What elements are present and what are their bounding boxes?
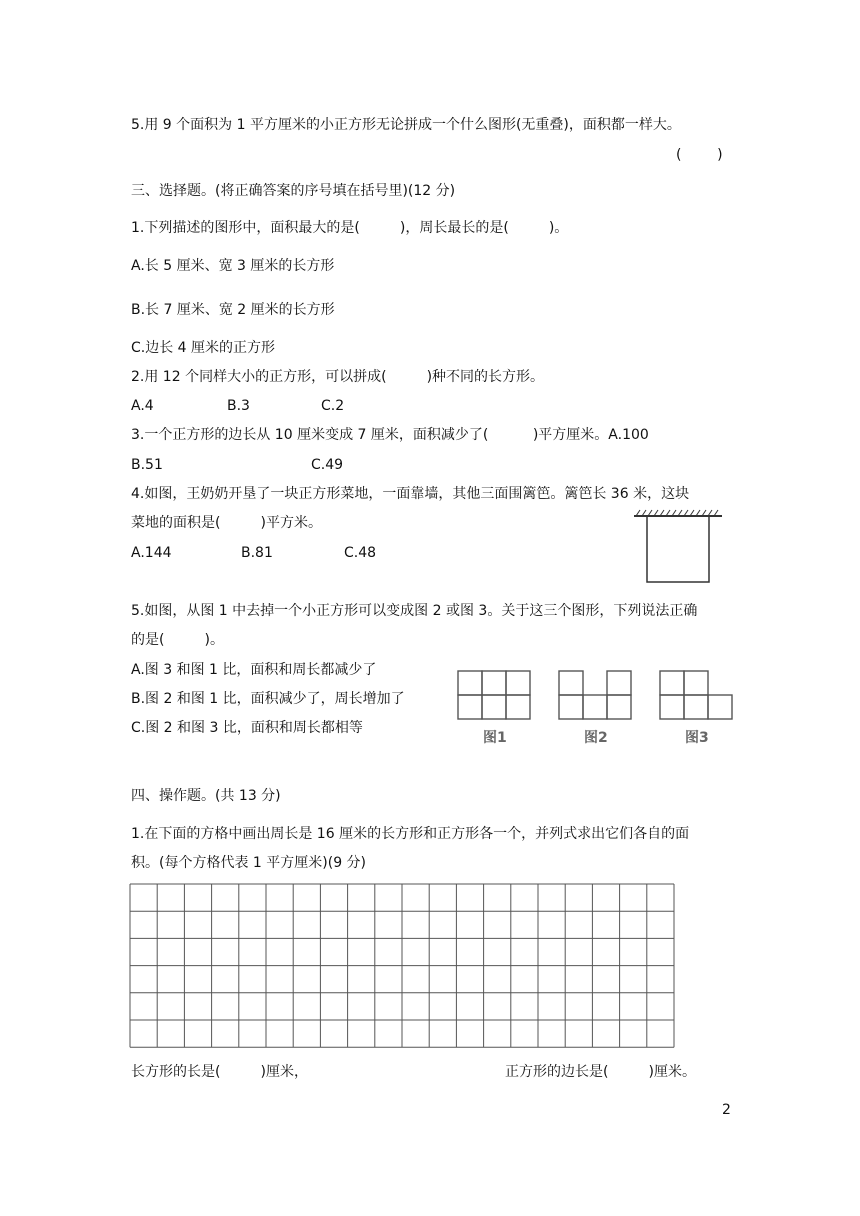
option-b: B.长 7 厘米、宽 2 厘米的长方形 (131, 302, 335, 318)
choice-question-1: 1.下列描述的图形中，面积最大的是( )，周长最长的是( )。 (131, 220, 569, 236)
option-b: B.图 2 和图 1 比，面积减少了，周长增加了 (131, 691, 405, 707)
choice-question-2: 2.用 12 个同样大小的正方形，可以拼成( )种不同的长方形。 (131, 369, 545, 385)
operation-question-1: 1.在下面的方格中画出周长是 16 厘米的长方形和正方形各一个，并列式求出它们各自的面 (131, 826, 690, 842)
square-side-blank: 正方形的边长是( )厘米。 (505, 1064, 696, 1080)
question-5-judgement: 5.用 9 个面积为 1 平方厘米的小正方形无论拼成一个什么图形(无重叠)，面积都一样大。 (131, 117, 681, 133)
figure-1-label: 图1 (483, 730, 507, 746)
figure-3-label: 图3 (685, 730, 709, 746)
choice-question-3: 3.一个正方形的边长从 10 厘米变成 7 厘米，面积减少了( )平方厘米。A.100 (131, 427, 649, 443)
choice-question-4-cont: 菜地的面积是( )平方米。 (131, 515, 322, 531)
page-number: 2 (722, 1102, 731, 1118)
option-c: C.49 (311, 457, 344, 473)
option-c: C.2 (321, 398, 345, 414)
option-c: C.边长 4 厘米的正方形 (131, 340, 276, 356)
section-title-operation: 四、操作题。(共 13 分) (131, 788, 281, 804)
option-b: B.3 (227, 398, 250, 414)
figure-2-label: 图2 (584, 730, 608, 746)
choice-question-5: 5.如图，从图 1 中去掉一个小正方形可以变成图 2 或图 3。关于这三个图形，下列说法正确 (131, 603, 698, 619)
option-b: B.81 (241, 545, 273, 561)
option-a: A.图 3 和图 1 比，面积和周长都减少了 (131, 662, 377, 678)
square-figures (455, 668, 755, 758)
operation-question-1-cont: 积。(每个方格代表 1 平方厘米)(9 分) (131, 855, 367, 871)
option-c: C.48 (344, 545, 377, 561)
choice-question-4: 4.如图，王奶奶开垦了一块正方形菜地，一面靠墙，其他三面围篱笆。篱笆长 36 米，这块 (131, 486, 690, 502)
answer-blank: ( ) (676, 147, 723, 163)
square-grid (129, 883, 677, 1049)
vegetable-garden-figure (630, 510, 730, 585)
rectangle-length-blank: 长方形的长是( )厘米， (131, 1064, 308, 1080)
option-a: A.4 (131, 398, 154, 414)
option-a: A.144 (131, 545, 172, 561)
option-a: A.长 5 厘米、宽 3 厘米的长方形 (131, 258, 335, 274)
choice-question-5-cont: 的是( )。 (131, 632, 224, 648)
option-c: C.图 2 和图 3 比，面积和周长都相等 (131, 720, 363, 736)
option-b: B.51 (131, 457, 163, 473)
section-title-choice: 三、选择题。(将正确答案的序号填在括号里)(12 分) (131, 183, 456, 199)
